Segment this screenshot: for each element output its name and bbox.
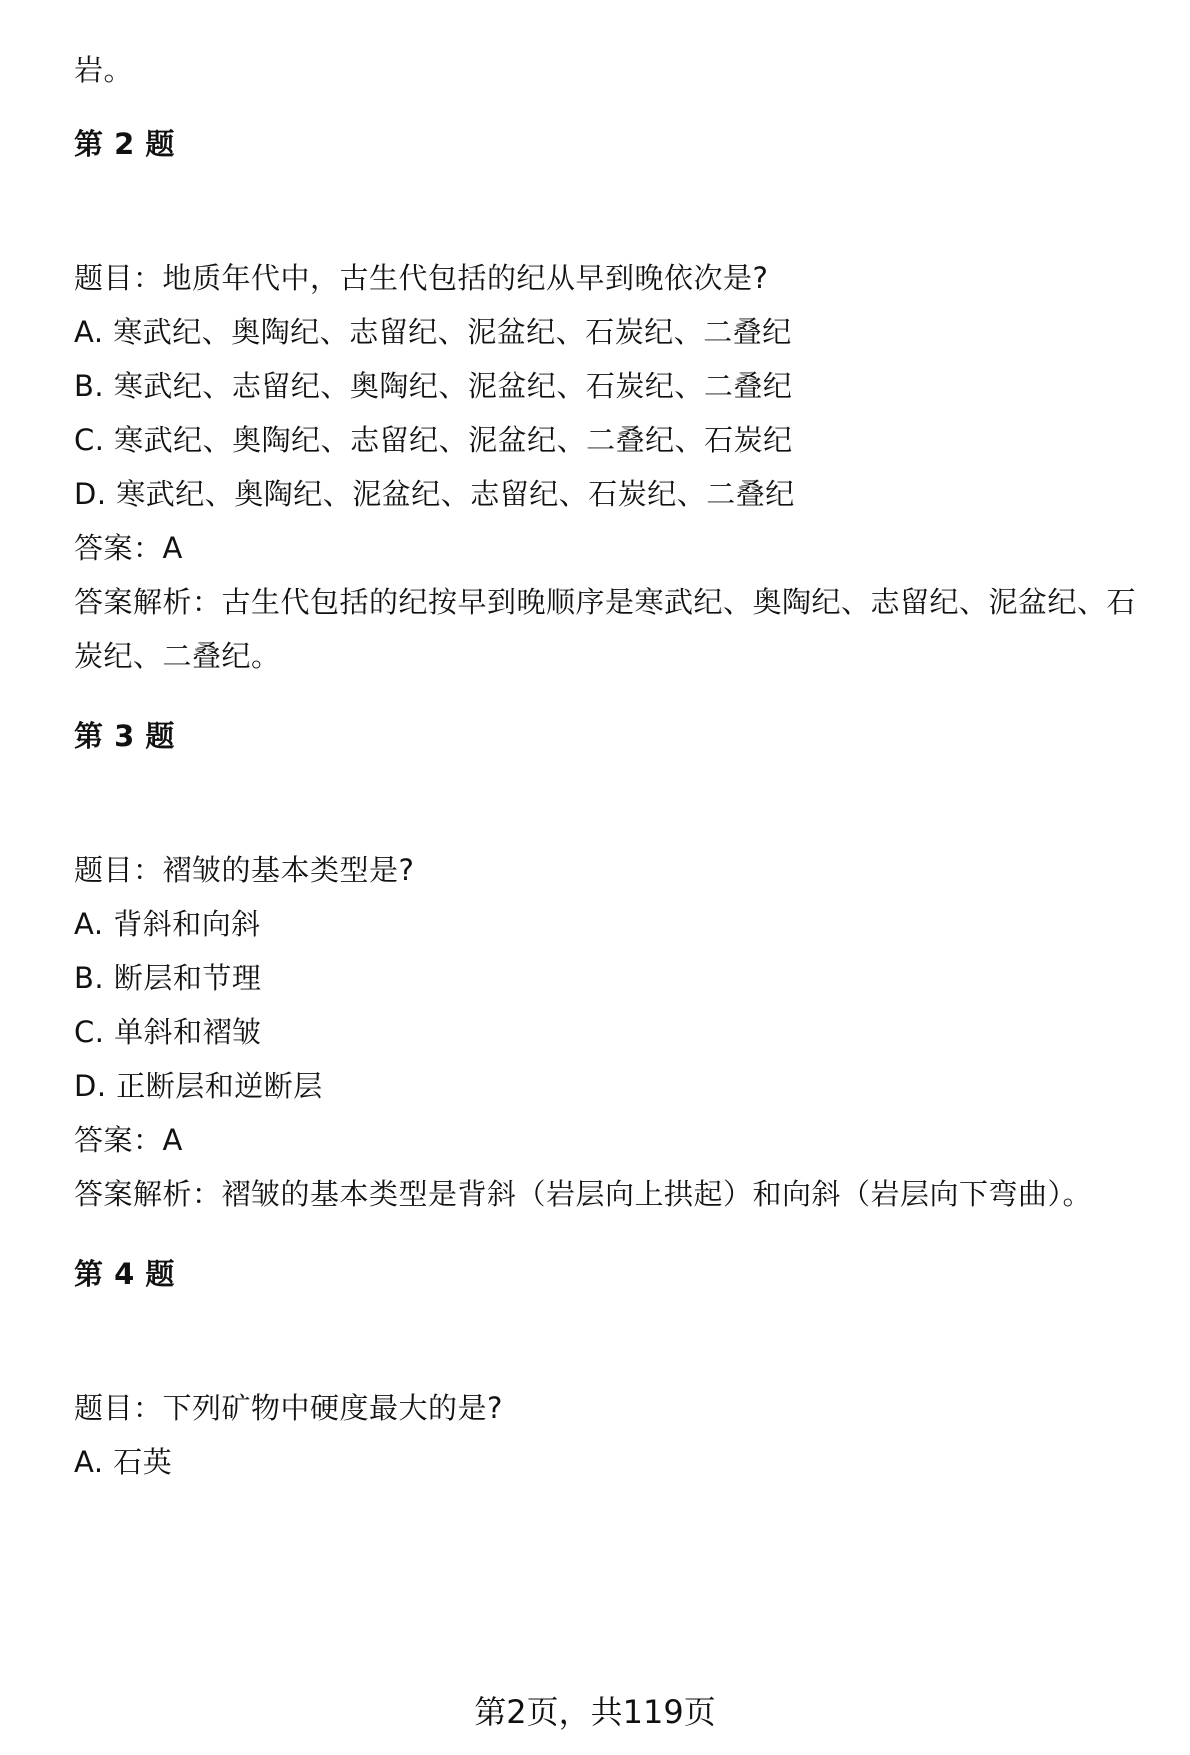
question-2-heading: 第 2 题 [74, 127, 175, 161]
question-4-heading: 第 4 题 [74, 1257, 175, 1291]
question-4-prompt: 题目：下列矿物中硬度最大的是? [74, 1391, 503, 1425]
page-number-footer: 第2页，共119页 [474, 1693, 716, 1731]
question-3-heading: 第 3 题 [74, 719, 175, 753]
question-2-option-a: A. 寒武纪、奥陶纪、志留纪、泥盆纪、石炭纪、二叠纪 [74, 315, 792, 349]
question-2-explanation: 答案解析：古生代包括的纪按早到晚顺序是寒武纪、奥陶纪、志留纪、泥盆纪、石 [74, 585, 1137, 619]
question-2-answer: 答案：A [74, 531, 183, 565]
question-3-option-d: D. 正断层和逆断层 [74, 1069, 323, 1103]
question-2-option-b: B. 寒武纪、志留纪、奥陶纪、泥盆纪、石炭纪、二叠纪 [74, 369, 793, 403]
question-3-option-c: C. 单斜和褶皱 [74, 1015, 262, 1049]
question-3-option-a: A. 背斜和向斜 [74, 907, 261, 941]
question-3-option-b: B. 断层和节理 [74, 961, 262, 995]
question-3-explanation: 答案解析：褶皱的基本类型是背斜（岩层向上拱起）和向斜（岩层向下弯曲）。 [74, 1177, 1093, 1211]
question-2-option-c: C. 寒武纪、奥陶纪、志留纪、泥盆纪、二叠纪、石炭纪 [74, 423, 793, 457]
question-3-answer: 答案：A [74, 1123, 183, 1157]
continuation-text: 岩。 [74, 53, 134, 87]
question-4-option-a: A. 石英 [74, 1445, 173, 1479]
question-3-prompt: 题目：褶皱的基本类型是? [74, 853, 415, 887]
question-2-option-d: D. 寒武纪、奥陶纪、泥盆纪、志留纪、石炭纪、二叠纪 [74, 477, 795, 511]
question-2-prompt: 题目：地质年代中，古生代包括的纪从早到晚依次是? [74, 261, 769, 295]
question-2-explanation-cont: 炭纪、二叠纪。 [74, 639, 281, 673]
